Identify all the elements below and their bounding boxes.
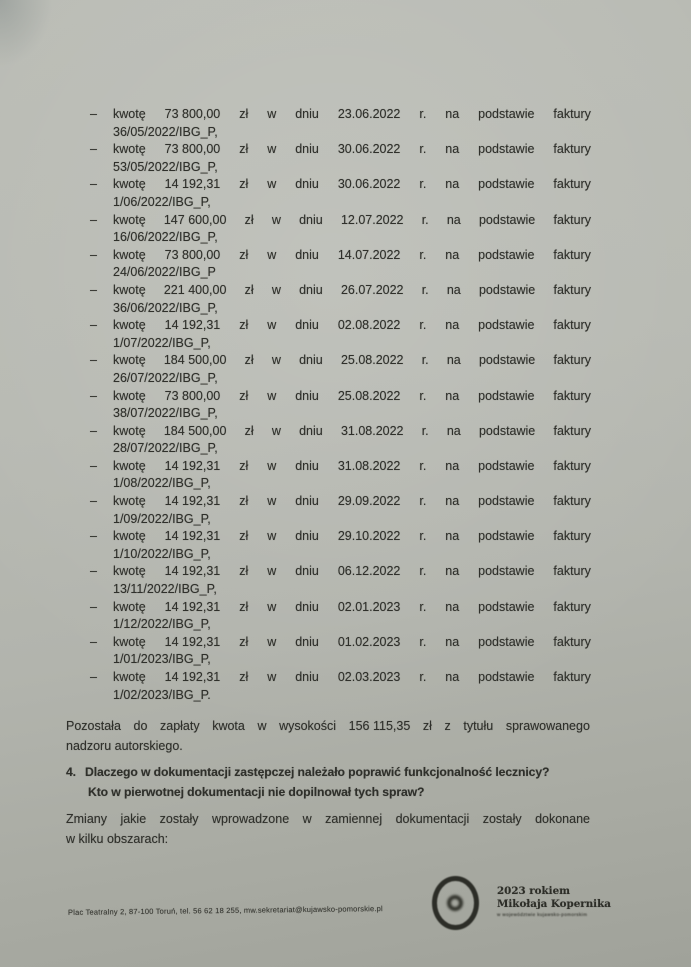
payment-word: 02.08.2022 — [337, 318, 401, 333]
payment-word: dniu — [295, 670, 319, 684]
payment-dash: – — [90, 247, 97, 262]
payment-word: 26.07.2022 — [340, 282, 404, 297]
payment-line — [113, 423, 591, 441]
justified-word: zł — [422, 719, 432, 733]
payment-word: podstawie — [478, 177, 535, 192]
payment-dash: – — [90, 423, 97, 438]
payment-word: zł — [239, 494, 249, 509]
payment-word: kwotę — [113, 177, 146, 192]
payment-dash: – — [90, 634, 97, 649]
justified-word: zamiennej — [325, 812, 383, 826]
payment-word: faktury — [553, 247, 591, 262]
payment-word: na — [445, 634, 460, 649]
payment-word: 02.03.2023 — [337, 670, 401, 684]
payment-word: 02.01.2023 — [337, 599, 401, 614]
payment-word: na — [445, 529, 460, 544]
justified-word: jakie — [120, 812, 147, 826]
logo-inner-ring-icon — [447, 895, 463, 911]
payment-line — [113, 493, 591, 511]
payment-word: w — [271, 282, 281, 297]
payment-word: kwotę — [113, 494, 146, 509]
payment-word: r. — [419, 494, 427, 509]
payment-word: na — [445, 494, 460, 509]
payment-word: r. — [421, 353, 429, 368]
payment-item — [90, 599, 591, 634]
payment-word: 14 192,31 — [164, 318, 221, 333]
payment-word: 31.08.2022 — [337, 458, 401, 473]
payment-line — [113, 247, 591, 265]
payment-item — [90, 458, 591, 493]
payment-word: kwotę — [113, 458, 146, 473]
payment-word: faktury — [553, 599, 591, 614]
payment-word: zł — [239, 634, 249, 649]
payment-word: r. — [419, 599, 427, 614]
payment-line — [113, 106, 591, 124]
payment-word: r. — [419, 318, 427, 333]
payment-word: 30.06.2022 — [337, 142, 401, 157]
payment-word: 23.06.2022 — [337, 107, 401, 121]
payment-word: w — [271, 423, 281, 438]
copernicus-logo — [432, 876, 479, 930]
payment-dash: – — [90, 670, 97, 684]
payment-dash: – — [90, 212, 97, 227]
payment-word: na — [445, 107, 460, 121]
payment-word: na — [445, 564, 460, 579]
payment-dash: – — [90, 494, 97, 509]
payment-word: na — [445, 142, 460, 157]
payment-word: kwotę — [113, 142, 146, 157]
payment-word: dniu — [295, 564, 319, 579]
payment-word: r. — [419, 670, 427, 684]
payment-word: faktury — [553, 212, 591, 227]
payment-word: 147 600,00 — [163, 212, 227, 227]
payment-line — [113, 282, 591, 300]
payment-word: kwotę — [113, 564, 146, 579]
payment-invoice: 28/07/2022/IBG_P, — [113, 441, 218, 456]
payment-word: kwotę — [113, 388, 146, 403]
payment-word: dniu — [299, 212, 323, 227]
payment-invoice: 1/08/2022/IBG_P, — [113, 476, 211, 491]
remaining-line2: nadzoru autorskiego. — [66, 739, 183, 753]
payment-word: 30.06.2022 — [337, 177, 401, 192]
payment-word: 06.12.2022 — [337, 564, 401, 579]
payment-word: zł — [244, 353, 254, 368]
payment-invoice: 16/06/2022/IBG_P, — [113, 230, 218, 245]
payment-word: na — [446, 282, 461, 297]
payment-word: w — [267, 247, 277, 262]
payment-word: podstawie — [478, 564, 535, 579]
payment-item — [90, 212, 591, 247]
payment-word: podstawie — [478, 388, 535, 403]
payment-word: na — [445, 247, 460, 262]
payment-word: kwotę — [113, 670, 146, 684]
payment-invoice: 13/11/2022/IBG_P, — [113, 582, 217, 597]
payment-word: faktury — [553, 564, 591, 579]
payment-word: podstawie — [478, 247, 535, 262]
payment-invoice: 1/01/2023/IBG_P, — [113, 652, 211, 667]
justified-word: Pozostała — [66, 719, 121, 733]
payment-line — [113, 141, 591, 159]
payment-word: na — [446, 212, 461, 227]
justified-word: zapłaty — [160, 719, 200, 733]
payment-word: w — [267, 564, 277, 579]
payment-word: faktury — [553, 458, 591, 473]
payment-word: podstawie — [478, 353, 536, 368]
payment-word: w — [267, 318, 277, 333]
justified-word: tytułu — [463, 719, 494, 733]
justified-word: 156 115,35 — [348, 719, 411, 733]
payment-word: r. — [419, 564, 427, 579]
payment-word: zł — [239, 142, 249, 157]
payment-word: w — [271, 353, 281, 368]
payment-word: podstawie — [478, 529, 535, 544]
payment-line — [113, 352, 591, 370]
payment-word: faktury — [553, 634, 591, 649]
justified-word: dokumentacji — [395, 812, 470, 826]
payment-word: r. — [419, 247, 427, 262]
payment-word: 73 800,00 — [164, 247, 221, 262]
payment-word: faktury — [553, 353, 591, 368]
payment-line — [113, 388, 591, 406]
payment-dash: – — [90, 599, 97, 614]
payment-line — [113, 212, 591, 230]
payment-word: 14 192,31 — [164, 599, 221, 614]
payment-word: w — [267, 529, 277, 544]
payment-word: 14 192,31 — [164, 670, 221, 684]
payment-invoice: 1/06/2022/IBG_P, — [113, 194, 211, 209]
payment-line — [113, 563, 591, 581]
justified-word: zostały — [159, 812, 199, 826]
payment-word: 184 500,00 — [163, 423, 227, 438]
payment-word: 14 192,31 — [164, 494, 221, 509]
payment-word: podstawie — [478, 318, 535, 333]
payment-word: w — [267, 494, 277, 509]
payment-word: 73 800,00 — [164, 107, 221, 121]
payment-word: 73 800,00 — [164, 142, 221, 157]
payment-word: faktury — [553, 529, 591, 544]
logo-outer-ring-icon — [432, 876, 479, 930]
payment-item — [90, 563, 591, 598]
payment-word: 31.08.2022 — [340, 423, 404, 438]
payment-word: 01.02.2023 — [337, 634, 401, 649]
payment-line — [113, 599, 591, 617]
logo-name-line: Mikołaja Kopernika — [497, 897, 611, 910]
payment-word: faktury — [553, 142, 591, 157]
payment-word: w — [267, 107, 277, 121]
payment-word: 14 192,31 — [164, 564, 221, 579]
payment-word: podstawie — [478, 458, 535, 473]
payment-dash: – — [90, 142, 97, 157]
payment-item — [90, 282, 591, 317]
payment-invoice: 36/05/2022/IBG_P, — [113, 124, 218, 139]
payment-word: r. — [421, 423, 429, 438]
remaining-note — [66, 716, 590, 756]
payment-word: 12.07.2022 — [340, 212, 404, 227]
justified-word: do — [133, 719, 148, 733]
justified-word: w — [302, 812, 312, 826]
payment-item — [90, 669, 591, 704]
payment-word: na — [446, 353, 461, 368]
payment-word: zł — [239, 458, 249, 473]
payment-item — [90, 634, 591, 669]
payment-word: podstawie — [478, 634, 535, 649]
payment-word: podstawie — [478, 599, 535, 614]
payment-word: 184 500,00 — [163, 353, 227, 368]
payment-word: w — [267, 458, 277, 473]
payment-word: podstawie — [478, 142, 535, 157]
payment-word: faktury — [553, 177, 591, 192]
payment-word: zł — [239, 107, 249, 121]
payment-word: na — [445, 670, 460, 684]
payment-invoice: 38/07/2022/IBG_P, — [113, 406, 218, 421]
payment-dash: – — [90, 177, 97, 192]
payment-item — [90, 528, 591, 563]
payment-invoice: 53/05/2022/IBG_P, — [113, 159, 218, 174]
payment-word: zł — [239, 318, 249, 333]
payment-word: 29.09.2022 — [337, 494, 401, 509]
justified-word: z — [444, 719, 451, 733]
payment-word: podstawie — [478, 494, 535, 509]
payment-word: 221 400,00 — [163, 282, 227, 297]
changes-note — [66, 809, 590, 849]
changes-line1 — [66, 809, 590, 829]
payment-word: zł — [239, 564, 249, 579]
payment-word: zł — [239, 247, 249, 262]
payment-item — [90, 493, 591, 528]
justified-word: dokonane — [535, 812, 590, 826]
payment-word: kwotę — [113, 423, 146, 438]
payment-word: dniu — [299, 423, 323, 438]
payment-item — [90, 247, 591, 282]
payment-word: kwotę — [113, 353, 146, 368]
payment-invoice: 1/09/2022/IBG_P, — [113, 511, 211, 526]
justified-word: w — [257, 719, 267, 733]
payment-word: dniu — [295, 177, 319, 192]
payment-dash: – — [90, 318, 97, 333]
payment-invoice: 1/12/2022/IBG_P, — [113, 617, 211, 632]
payment-word: w — [267, 388, 277, 403]
payments-list — [90, 106, 591, 704]
payment-word: zł — [244, 282, 254, 297]
payment-word: faktury — [553, 388, 591, 403]
payment-dash: – — [90, 353, 97, 368]
payment-word: r. — [419, 634, 427, 649]
justified-word: wprowadzone — [212, 812, 290, 826]
payment-word: podstawie — [478, 212, 536, 227]
changes-line2: w kilku obszarach: — [66, 832, 169, 846]
payment-word: kwotę — [113, 212, 146, 227]
question-line2: Kto w pierwotnej dokumentacji nie dopilnował tych spraw? — [88, 785, 425, 799]
payment-invoice: 1/02/2023/IBG_P. — [113, 687, 211, 702]
justified-word: Zmiany — [66, 812, 107, 826]
payment-word: kwotę — [113, 529, 146, 544]
payment-word: kwotę — [113, 634, 146, 649]
payment-word: zł — [239, 599, 249, 614]
payment-word: w — [267, 177, 277, 192]
payment-word: zł — [244, 212, 254, 227]
payment-word: 14 192,31 — [164, 529, 221, 544]
payment-word: faktury — [553, 494, 591, 509]
payment-word: zł — [239, 388, 249, 403]
payment-item — [90, 106, 591, 141]
question-4 — [66, 762, 592, 802]
payment-word: dniu — [295, 599, 319, 614]
payment-invoice: 36/06/2022/IBG_P, — [113, 300, 218, 315]
payment-word: zł — [239, 670, 249, 684]
payment-item — [90, 423, 591, 458]
payment-item — [90, 352, 591, 387]
payment-word: w — [267, 670, 277, 684]
payment-word: faktury — [553, 282, 591, 297]
payment-word: 25.08.2022 — [337, 388, 401, 403]
payment-word: dniu — [295, 388, 319, 403]
payment-item — [90, 176, 591, 211]
payment-word: dniu — [295, 634, 319, 649]
payment-word: na — [445, 458, 460, 473]
payment-word: dniu — [295, 458, 319, 473]
logo-tagline: w województwie kujawsko-pomorskim — [497, 912, 588, 917]
payment-word: zł — [239, 177, 249, 192]
payment-dash: – — [90, 458, 97, 473]
payment-word: dniu — [295, 107, 319, 121]
payment-word: podstawie — [478, 423, 536, 438]
payment-invoice: 26/07/2022/IBG_P, — [113, 370, 218, 385]
payment-dash: – — [90, 564, 97, 579]
payment-word: na — [445, 388, 460, 403]
payment-word: dniu — [299, 282, 323, 297]
payment-word: zł — [239, 529, 249, 544]
payment-word: 73 800,00 — [164, 388, 221, 403]
payment-word: 14 192,31 — [164, 634, 221, 649]
payment-word: 14 192,31 — [164, 177, 221, 192]
payment-word: dniu — [295, 247, 319, 262]
payment-word: na — [445, 599, 460, 614]
payment-word: w — [271, 212, 281, 227]
payment-line — [113, 528, 591, 546]
justified-word: sprawowanego — [505, 719, 590, 733]
payment-invoice: 1/07/2022/IBG_P, — [113, 335, 211, 350]
payment-word: kwotę — [113, 107, 146, 121]
payment-word: faktury — [553, 318, 591, 333]
payment-word: r. — [419, 529, 427, 544]
payment-word: 29.10.2022 — [337, 529, 401, 544]
payment-word: w — [267, 599, 277, 614]
justified-word: kwota — [212, 719, 245, 733]
footer-address: Plac Teatralny 2, 87-100 Toruń, tel. 56 62 18 255, mw.sekretariat@kujawsko-pomorskie.pl — [67, 904, 383, 917]
payment-word: 25.08.2022 — [340, 353, 404, 368]
justified-word: zostały — [482, 812, 522, 826]
justified-word: wysokości — [279, 719, 337, 733]
payment-line — [113, 458, 591, 476]
payment-word: 14.07.2022 — [337, 247, 401, 262]
logo-year-line: 2023 rokiem — [497, 885, 571, 897]
payment-word: 14 192,31 — [164, 458, 221, 473]
payment-word: r. — [419, 388, 427, 403]
payment-word: r. — [419, 107, 427, 121]
payment-invoice: 1/10/2022/IBG_P, — [113, 546, 211, 561]
payment-dash: – — [90, 388, 97, 403]
payment-word: kwotę — [113, 247, 146, 262]
payment-word: faktury — [553, 670, 591, 684]
question-number: 4. — [66, 765, 76, 779]
remaining-line1 — [66, 716, 590, 736]
payment-item — [90, 388, 591, 423]
payment-word: dniu — [295, 142, 319, 157]
logo-text — [497, 885, 611, 917]
payment-word: podstawie — [478, 670, 535, 684]
payment-word: podstawie — [478, 282, 536, 297]
payment-word: kwotę — [113, 282, 146, 297]
payment-word: dniu — [295, 529, 319, 544]
payment-word: na — [445, 177, 460, 192]
payment-line — [113, 176, 591, 194]
payment-word: r. — [419, 142, 427, 157]
question-line1: Dlaczego w dokumentacji zastępczej należało poprawić funkcjonalność lecznicy? — [85, 765, 550, 779]
payment-dash: – — [90, 529, 97, 544]
payment-word: faktury — [553, 423, 591, 438]
payment-word: dniu — [295, 318, 319, 333]
payment-word: r. — [421, 282, 429, 297]
payment-word: r. — [419, 458, 427, 473]
payment-word: w — [267, 634, 277, 649]
payment-line — [113, 317, 591, 335]
payment-word: kwotę — [113, 599, 146, 614]
payment-word: na — [446, 423, 461, 438]
payment-word: r. — [421, 212, 429, 227]
payment-word: faktury — [553, 107, 591, 121]
payment-word: kwotę — [113, 318, 146, 333]
payment-word: r. — [419, 177, 427, 192]
payment-item — [90, 141, 591, 176]
payment-word: podstawie — [478, 107, 535, 121]
payment-line — [113, 634, 591, 652]
payment-line — [113, 669, 591, 687]
payment-word: na — [445, 318, 460, 333]
payment-word: zł — [244, 423, 254, 438]
payment-word: dniu — [299, 353, 323, 368]
payment-item — [90, 317, 591, 352]
payment-word: w — [267, 142, 277, 157]
payment-dash: – — [90, 107, 97, 121]
payment-word: dniu — [295, 494, 319, 509]
payment-invoice: 24/06/2022/IBG_P — [113, 265, 216, 280]
payment-dash: – — [90, 282, 97, 297]
